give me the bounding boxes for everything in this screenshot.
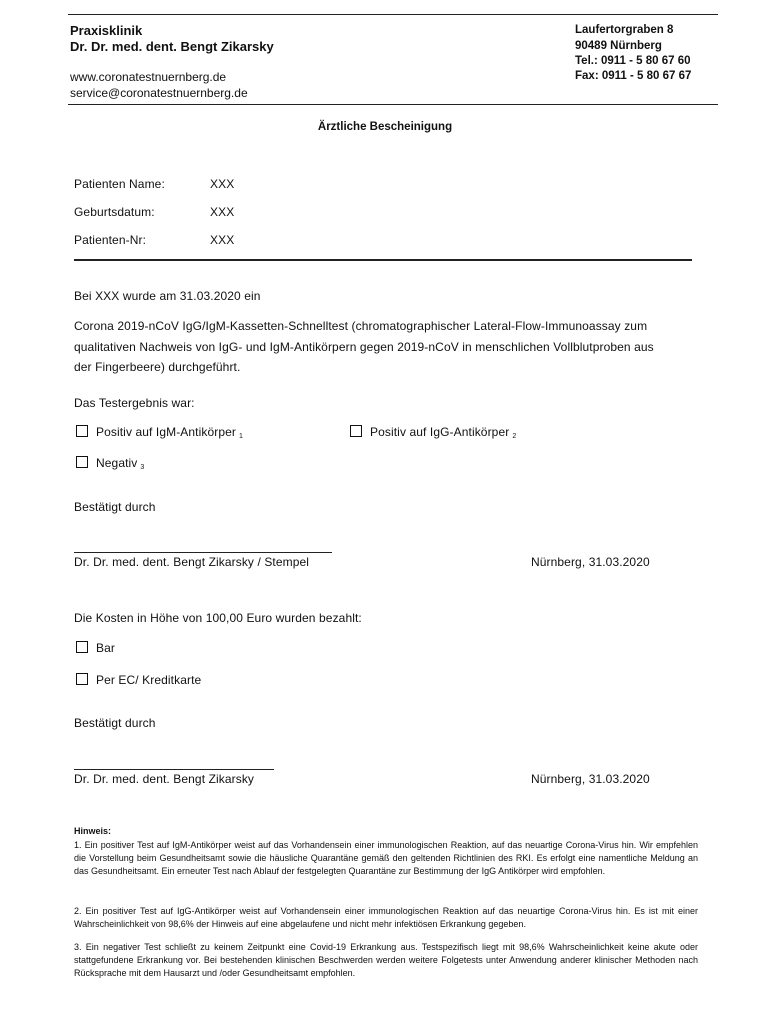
website-link[interactable]: www.coronatestnuernberg.de bbox=[70, 70, 227, 84]
result-igm-footnote: 1 bbox=[239, 433, 243, 440]
result-negative-footnote: 3 bbox=[140, 464, 145, 471]
signature-line bbox=[74, 552, 332, 553]
email-link[interactable]: service@coronatestnuernberg.de bbox=[70, 86, 248, 100]
note-1: 1. Ein positiver Test auf IgM-Antikörper weist auf das Vorhandensein einer immunologischen Reaktion, auf das neuartige Corona-Virus hin. Wir empfehlen die Vorstellung beim Gesundheitsamt sowie die häusliche Quarantäne gemäß den geltenden Richtlinien des RKI. Es erfolgt eine namentliche Meldung an das Gesundheitsamt. Ein erneuter Test nach Ablauf der festgelegten Quarantäne zur Bestimmung der IgG Antikörper wird empfohlen. bbox=[74, 840, 698, 876]
test-description-line-1: Corona 2019-nCoV IgG/IgM-Kassetten-Schnelltest (chromatographischer Lateral-Flow-Immunoassay zum bbox=[74, 319, 648, 333]
result-igm-label: Positiv auf IgM-Antikörper bbox=[96, 425, 236, 439]
result-option-negative[interactable] bbox=[76, 456, 144, 471]
result-label: Das Testergebnis war: bbox=[74, 396, 195, 410]
document-title: Ärztliche Bescheinigung bbox=[317, 121, 453, 133]
result-igg-label: Positiv auf IgG-Antikörper bbox=[370, 425, 510, 439]
checkbox-igm[interactable] bbox=[76, 425, 88, 437]
patient-divider bbox=[74, 259, 692, 261]
fax-number: Fax: 0911 - 5 80 67 67 bbox=[575, 70, 692, 82]
checkbox-cash[interactable] bbox=[76, 641, 88, 653]
payment-cash-label: Bar bbox=[96, 641, 115, 655]
clinic-name: Praxisklinik bbox=[70, 23, 143, 38]
patient-number-value: XXX bbox=[210, 233, 235, 247]
confirmed-by-label-2: Bestätigt durch bbox=[74, 716, 156, 730]
checkbox-card[interactable] bbox=[76, 673, 88, 685]
signer-name-2: Dr. Dr. med. dent. Bengt Zikarsky bbox=[74, 772, 255, 786]
header-rule bbox=[68, 104, 718, 105]
top-rule bbox=[68, 14, 718, 15]
birthdate-value: XXX bbox=[210, 205, 235, 219]
payment-option-cash[interactable] bbox=[76, 641, 115, 655]
address-street: Laufertorgraben 8 bbox=[575, 24, 674, 36]
checkbox-igg[interactable] bbox=[350, 425, 362, 437]
place-date: Nürnberg, 31.03.2020 bbox=[531, 555, 650, 569]
signature-line-2 bbox=[74, 769, 274, 770]
result-option-igg[interactable] bbox=[350, 425, 516, 440]
test-description-line-2: qualitativen Nachweis von IgG- und IgM-Antikörpern gegen 2019-nCoV in menschlichen Vollblutproben aus bbox=[74, 340, 654, 354]
notes-heading: Hinweis: bbox=[74, 826, 112, 836]
payment-label: Die Kosten in Höhe von 100,00 Euro wurden bezahlt: bbox=[74, 611, 362, 625]
payment-card-label: Per EC/ Kreditkarte bbox=[96, 673, 202, 687]
signer-name: Dr. Dr. med. dent. Bengt Zikarsky / Stempel bbox=[74, 555, 310, 569]
patient-name-label: Patienten Name: bbox=[74, 177, 165, 191]
place-date-2: Nürnberg, 31.03.2020 bbox=[531, 772, 650, 786]
note-3: 3. Ein negativer Test schließt zu keinem Zeitpunkt eine Covid-19 Erkrankung aus. Testspezifisch liegt mit 98,6% Wahrscheinlichkeit keine akute oder stattgefundene Erkrankung vor. Bei bestehenden klinischen Beschwerden werden weitere Folgetests unter Anwendung anderer klinischer Methoden nach Rücksprache mit dem Hausarzt und /oder Gesundheitsamt empfohlen. bbox=[74, 942, 698, 978]
address-city: 90489 Nürnberg bbox=[575, 40, 662, 52]
note-2: 2. Ein positiver Test auf IgG-Antikörper weist auf Vorhandensein einer immunologischen Reaktion auf das neuartige Corona-Virus hin. Es ist mit einer Wahrscheinlichkeit von 98,6% der Hinweis auf eine abgelaufene und nicht mehr infektiösen Erkrankung gegeben. bbox=[74, 906, 698, 929]
result-option-igm[interactable] bbox=[76, 425, 243, 440]
test-description-line-3: der Fingerbeere) durchgeführt. bbox=[74, 360, 241, 374]
patient-name-value: XXX bbox=[210, 177, 235, 191]
checkbox-negative[interactable] bbox=[76, 456, 88, 468]
birthdate-label: Geburtsdatum: bbox=[74, 205, 155, 219]
confirmed-by-label: Bestätigt durch bbox=[74, 500, 156, 514]
phone-number: Tel.: 0911 - 5 80 67 60 bbox=[575, 55, 691, 67]
result-negative-label: Negativ bbox=[96, 456, 138, 470]
result-igg-footnote: 2 bbox=[512, 433, 517, 440]
doctor-name: Dr. Dr. med. dent. Bengt Zikarsky bbox=[70, 39, 274, 54]
patient-number-label: Patienten-Nr: bbox=[74, 233, 146, 247]
intro-text: Bei XXX wurde am 31.03.2020 ein bbox=[74, 289, 261, 303]
payment-option-card[interactable] bbox=[76, 673, 201, 687]
